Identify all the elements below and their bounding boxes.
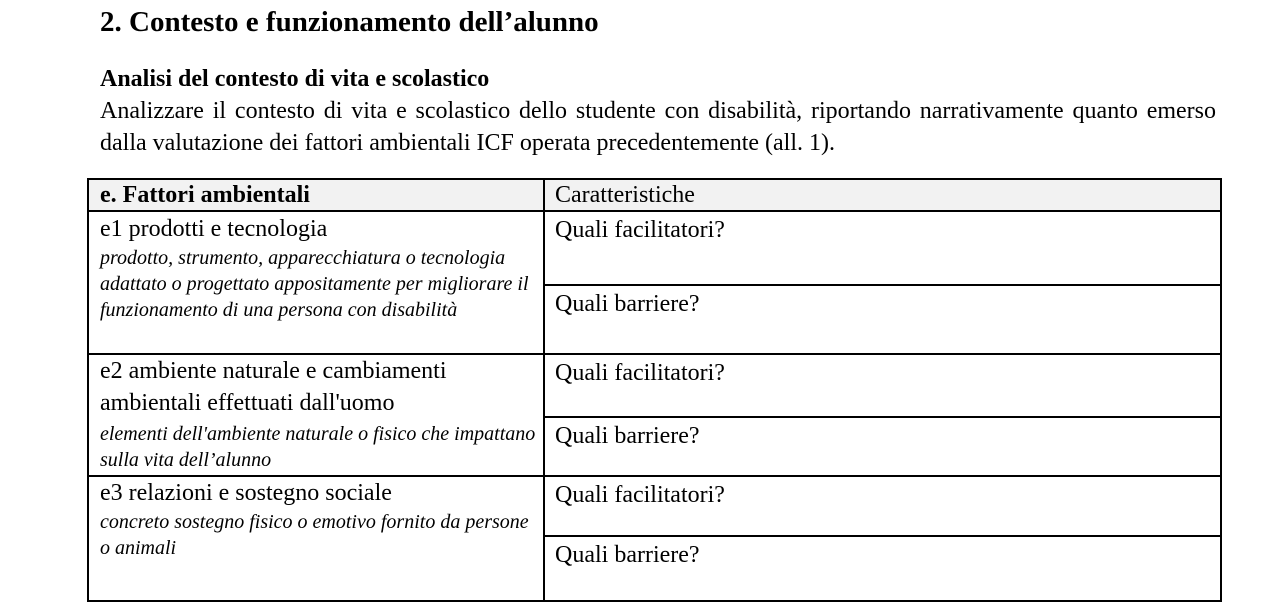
section-title: 2. Contesto e funzionamento dell’alunno — [100, 6, 599, 38]
e1-barriers-field[interactable]: Quali barriere? — [544, 285, 1221, 354]
header-environmental-factors: e. Fattori ambientali — [88, 179, 544, 211]
e2-facilitators-field[interactable]: Quali facilitatori? — [544, 354, 1221, 417]
table-row — [88, 211, 1221, 285]
factor-e1-description: prodotto, strumento, apparecchiatura o tecnologia adattato o progettato appositamente per migliorare il funzionamento di una persona con disabilità — [100, 247, 529, 321]
e2-barriers-field[interactable]: Quali barriere? — [544, 417, 1221, 476]
e3-facilitators-field[interactable]: Quali facilitatori? — [544, 476, 1221, 536]
table-row — [88, 354, 1221, 417]
table-row — [88, 476, 1221, 536]
e3-barriers-field[interactable]: Quali barriere? — [544, 536, 1221, 601]
factor-e1-cell — [88, 211, 544, 354]
e1-facilitators-field[interactable]: Quali facilitatori? — [544, 211, 1221, 285]
factor-e2-cell — [88, 354, 544, 476]
factor-e1-title: e1 prodotti e tecnologia — [100, 216, 328, 242]
factor-e3-description: concreto sostegno fisico o emotivo fornito da persone o animali — [100, 511, 529, 559]
analysis-instructions: Analizzare il contesto di vita e scolastico dello studente con disabilità, riportando narrativamente quanto emerso dalla valutazione dei fattori ambientali ICF operata precedentemente (all. 1). — [100, 98, 1216, 156]
factor-e3-cell — [88, 476, 544, 601]
header-characteristics: Caratteristiche — [544, 179, 1221, 211]
table-header-row — [88, 179, 1221, 211]
factor-e2-description: elementi dell'ambiente naturale o fisico che impattano sulla vita dell’alunno — [100, 423, 536, 471]
analysis-heading: Analisi del contesto di vita e scolastico — [100, 66, 490, 92]
environmental-factors-table — [87, 178, 1222, 602]
factor-e3-title: e3 relazioni e sostegno sociale — [100, 480, 392, 506]
factor-e2-title: e2 ambiente naturale e cambiamenti ambientali effettuati dall'uomo — [100, 358, 447, 416]
